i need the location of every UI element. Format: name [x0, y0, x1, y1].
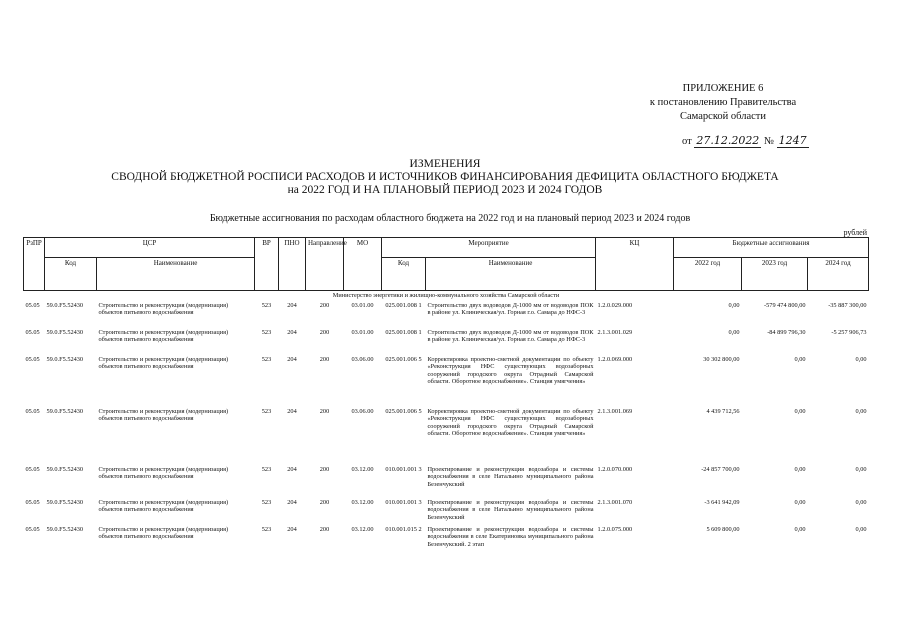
cell-direction: 200 [319, 407, 330, 415]
header-event-name: Наименование [426, 258, 596, 291]
cell-vr: 523 [261, 328, 272, 336]
header-2024: 2024 год [808, 258, 869, 291]
cell-csr-name: Строительство и реконструкция (модернизация) объектов питьевого водоснабжения [98, 355, 229, 371]
table-row [24, 525, 869, 552]
cell-csr-code: 59.0.F5.52430 [46, 301, 84, 309]
cell-mo: 03.06.00 [351, 407, 374, 415]
cell-event-name: Строительство двух водоводов Д-1000 мм от водоводов ПОК в районе ул. Клиническая/ул. Горная г.о. Самара до НФС-3 [427, 301, 594, 317]
cell-event-code: 010.001.015 2 [385, 525, 422, 533]
ministry-name: Министерство энергетики и жилищно-коммунального хозяйства Самарской области [332, 292, 560, 299]
cell-rzpr: 05.05 [25, 355, 40, 363]
cell-csr-code: 59.0.F5.52430 [46, 407, 84, 415]
cell-vr: 523 [261, 407, 272, 415]
header-pno: ПНО [279, 238, 306, 291]
document-title [90, 158, 800, 197]
cell-vr: 523 [261, 301, 272, 309]
cell-event-name: Проектирование и реконструкция водозабора и системы водоснабжения в селе Натальино муниципального района Безенчукский [427, 498, 594, 521]
cell-2022: 0,00 [728, 328, 740, 336]
cell-2022: 4 439 712,56 [706, 407, 740, 415]
cell-2023: 0,00 [794, 355, 806, 363]
ministry-row [24, 291, 869, 301]
cell-direction: 200 [319, 355, 330, 363]
cell-csr-name: Строительство и реконструкция (модернизация) объектов питьевого водоснабжения [98, 525, 229, 541]
cell-2024: 0,00 [855, 465, 867, 473]
cell-kc: 1.2.0.070.000 [597, 465, 633, 473]
cell-2022: -3 641 942,09 [704, 498, 740, 506]
table-row [24, 355, 869, 407]
cell-mo: 03.12.00 [351, 465, 374, 473]
cell-rzpr: 05.05 [25, 328, 40, 336]
appendix-line: Самарской области [680, 111, 766, 122]
cell-2023: -579 474 800,00 [764, 301, 806, 309]
cell-2022: -24 857 700,00 [701, 465, 740, 473]
cell-2023: 0,00 [794, 465, 806, 473]
signature-line [682, 134, 809, 147]
cell-csr-name: Строительство и реконструкция (модернизация) объектов питьевого водоснабжения [98, 465, 229, 481]
cell-mo: 03.06.00 [351, 355, 374, 363]
cell-pno: 204 [287, 465, 297, 473]
cell-event-code: 010.001.001 3 [385, 465, 422, 473]
cell-kc: 2.1.3.001.070 [597, 498, 633, 506]
cell-kc: 1.2.0.069.000 [597, 355, 633, 363]
header-mo: МО [344, 238, 382, 291]
cell-kc: 1.2.0.075.000 [597, 525, 633, 533]
cell-rzpr: 05.05 [25, 525, 40, 533]
cell-mo: 03.01.00 [351, 301, 374, 309]
appendix-line: к постановлению Правительства [649, 97, 797, 108]
decree-date: 27.12.2022 [696, 134, 760, 147]
header-rzpr: РзПР [24, 238, 45, 291]
header-budget: Бюджетные ассигнования [674, 238, 869, 258]
cell-2024: 0,00 [855, 525, 867, 533]
cell-direction: 200 [319, 301, 330, 309]
cell-2023: -84 899 796,30 [767, 328, 806, 336]
cell-event-name: Корректировка проектно-сметной документации по объекту «Реконструкция НФС существующих водозаборных сооружений городского округа Отрадный Самарской области. Оборотное водоснабжение». Станция умягчения» [427, 407, 594, 438]
cell-event-name: Проектирование и реконструкция водозабора и системы водоснабжения в селе Натальино муниципального района Безенчукский [427, 465, 594, 488]
cell-2022: 30 302 800,00 [703, 355, 740, 363]
cell-event-code: 025.001.008 1 [385, 301, 422, 309]
cell-2023: 0,00 [794, 498, 806, 506]
header-csr-name: Наименование [97, 258, 255, 291]
cell-mo: 03.12.00 [351, 498, 374, 506]
header-2022: 2022 год [674, 258, 742, 291]
unit-label: рублей [843, 228, 867, 237]
cell-kc: 1.2.0.029.000 [597, 301, 633, 309]
table-row [24, 498, 869, 525]
cell-2023: 0,00 [794, 525, 806, 533]
cell-event-name: Строительство двух водоводов Д-1000 мм от водоводов ПОК в районе ул. Клиническая/ул. Горная г.о. Самара до НФС-3 [427, 328, 594, 344]
cell-csr-code: 59.0.F5.52430 [46, 498, 84, 506]
header-vr: ВР [255, 238, 279, 291]
header-csr-code: Код [45, 258, 97, 291]
cell-2023: 0,00 [794, 407, 806, 415]
cell-event-code: 025.001.006 5 [385, 407, 422, 415]
cell-direction: 200 [319, 498, 330, 506]
header-csr: ЦСР [45, 238, 255, 258]
cell-pno: 204 [287, 498, 297, 506]
title-line: ИЗМЕНЕНИЯ [409, 158, 481, 170]
cell-csr-code: 59.0.F5.52430 [46, 328, 84, 336]
cell-2024: -5 257 906,73 [831, 328, 867, 336]
cell-pno: 204 [287, 407, 297, 415]
cell-2024: 0,00 [855, 498, 867, 506]
header-event-code: Код [382, 258, 426, 291]
cell-csr-name: Строительство и реконструкция (модернизация) объектов питьевого водоснабжения [98, 407, 229, 423]
cell-rzpr: 05.05 [25, 301, 40, 309]
header-kc: КЦ [596, 238, 674, 291]
cell-event-name: Корректировка проектно-сметной документации по объекту «Реконструкция НФС существующих водозаборных сооружений городского округа Отрадный Самарской области. Оборотное водоснабжение». Станция умягчения» [427, 355, 594, 386]
cell-rzpr: 05.05 [25, 465, 40, 473]
cell-vr: 523 [261, 525, 272, 533]
title-line: СВОДНОЙ БЮДЖЕТНОЙ РОСПИСИ РАСХОДОВ И ИСТОЧНИКОВ ФИНАНСИРОВАНИЯ ДЕФИЦИТА ОБЛАСТНОГО БЮДЖЕТА [111, 171, 779, 183]
cell-kc: 2.1.3.001.069 [597, 407, 633, 415]
title-line: на 2022 ГОД И НА ПЛАНОВЫЙ ПЕРИОД 2023 И 2024 ГОДОВ [287, 184, 603, 196]
table-row [24, 407, 869, 465]
table-caption: Бюджетные ассигнования по расходам областного бюджета на 2022 год и на плановый период 2023 и 2024 годов [209, 213, 691, 224]
cell-direction: 200 [319, 328, 330, 336]
table-row [24, 301, 869, 328]
appendix-title: ПРИЛОЖЕНИЕ 6 [682, 83, 764, 94]
cell-2024: -35 887 300,00 [828, 301, 867, 309]
cell-csr-code: 59.0.F5.52430 [46, 525, 84, 533]
cell-vr: 523 [261, 465, 272, 473]
table-row [24, 465, 869, 498]
cell-2022: 5 609 800,00 [706, 525, 740, 533]
cell-vr: 523 [261, 498, 272, 506]
cell-pno: 204 [287, 525, 297, 533]
cell-direction: 200 [319, 525, 330, 533]
appendix-block [613, 82, 833, 124]
cell-pno: 204 [287, 328, 297, 336]
table-row [24, 328, 869, 355]
number-label: № [763, 136, 774, 147]
cell-kc: 2.1.3.001.029 [597, 328, 633, 336]
cell-csr-name: Строительство и реконструкция (модернизация) объектов питьевого водоснабжения [98, 328, 229, 344]
cell-mo: 03.01.00 [351, 328, 374, 336]
cell-rzpr: 05.05 [25, 498, 40, 506]
cell-event-name: Проектирование и реконструкция водозабора и системы водоснабжения в селе Екатериновка муниципального района Безенчукский. 2 этап [427, 525, 594, 548]
cell-event-code: 010.001.001 3 [385, 498, 422, 506]
cell-direction: 200 [319, 465, 330, 473]
cell-2024: 0,00 [855, 355, 867, 363]
cell-pno: 204 [287, 301, 297, 309]
cell-csr-name: Строительство и реконструкция (модернизация) объектов питьевого водоснабжения [98, 301, 229, 317]
table-body [24, 291, 869, 552]
from-label: от [682, 136, 692, 147]
cell-rzpr: 05.05 [25, 407, 40, 415]
cell-csr-code: 59.0.F5.52430 [46, 465, 84, 473]
header-direction: Направление [306, 238, 344, 291]
cell-csr-code: 59.0.F5.52430 [46, 355, 84, 363]
cell-2024: 0,00 [855, 407, 867, 415]
budget-table [23, 237, 869, 552]
cell-mo: 03.12.00 [351, 525, 374, 533]
cell-csr-name: Строительство и реконструкция (модернизация) объектов питьевого водоснабжения [98, 498, 229, 514]
cell-event-code: 025.001.006 5 [385, 355, 422, 363]
cell-pno: 204 [287, 355, 297, 363]
cell-2022: 0,00 [728, 301, 740, 309]
header-2023: 2023 год [742, 258, 808, 291]
cell-vr: 523 [261, 355, 272, 363]
decree-number: 1247 [778, 134, 807, 147]
header-event: Мероприятие [382, 238, 596, 258]
cell-event-code: 025.001.008 1 [385, 328, 422, 336]
